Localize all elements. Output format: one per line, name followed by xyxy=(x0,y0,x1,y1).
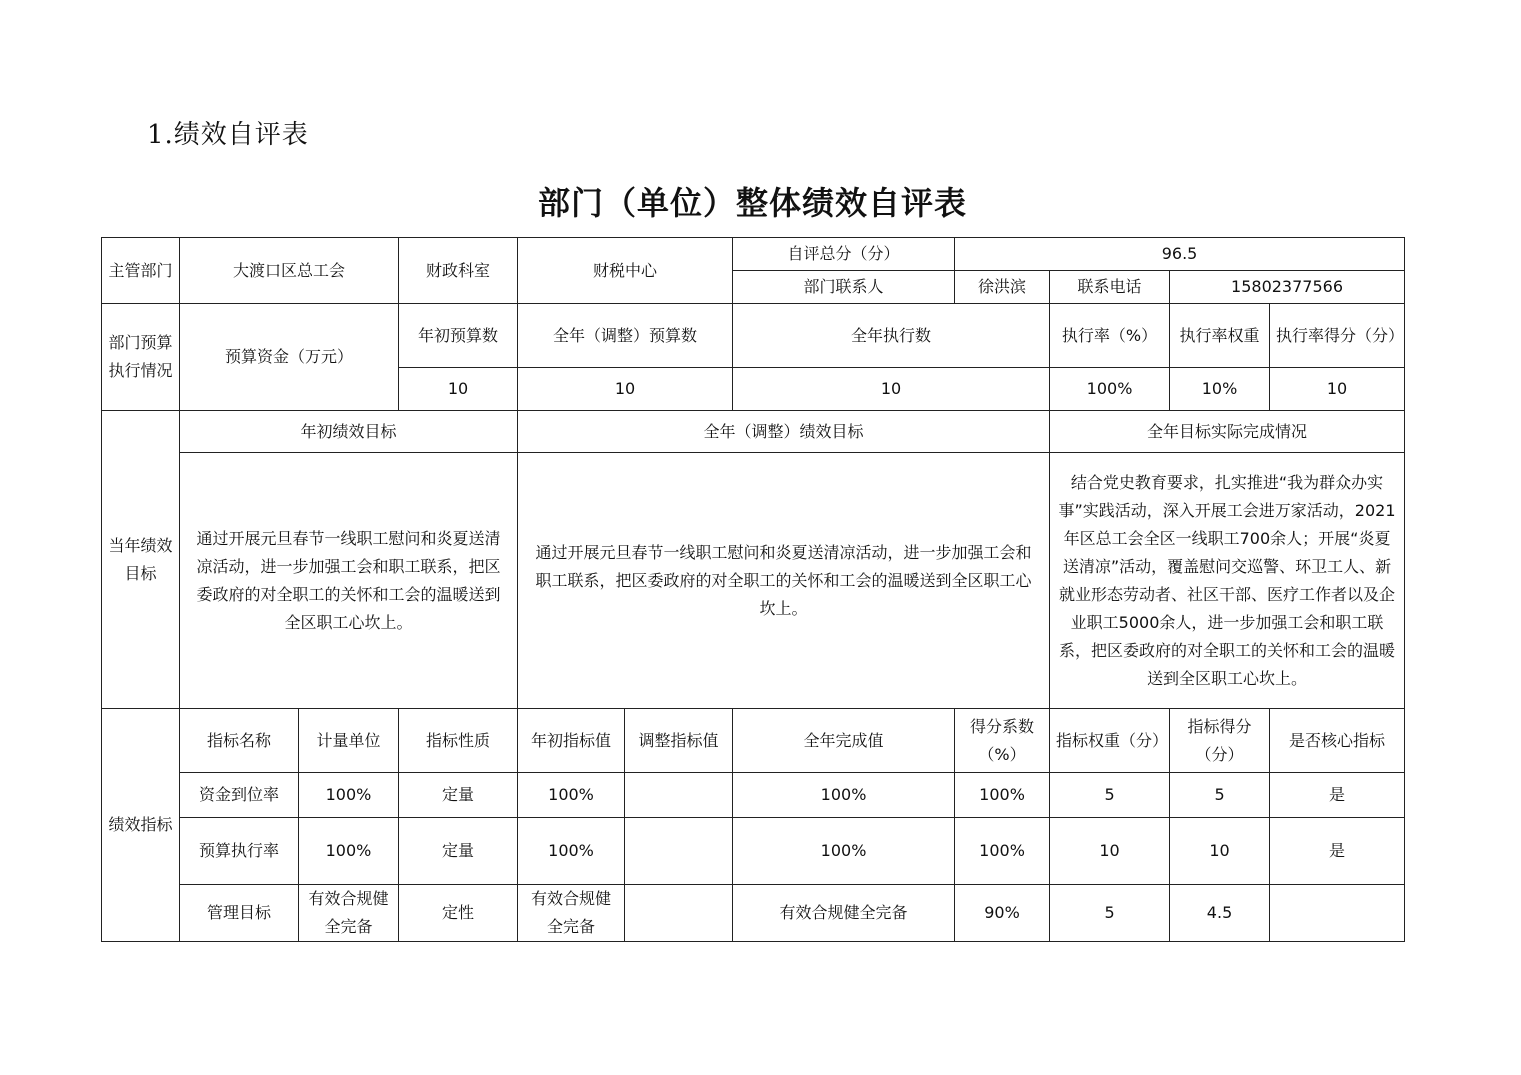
goals-col-adjusted: 全年（调整）绩效目标 xyxy=(518,411,1050,453)
indicator-cell: 100% xyxy=(733,773,955,818)
indicator-header: 得分系数（%） xyxy=(955,709,1050,773)
indicator-cell: 定量 xyxy=(399,773,518,818)
budget-val-rate: 100% xyxy=(1050,368,1170,411)
goals-row-label: 当年绩效目标 xyxy=(102,411,180,709)
document-title: 部门（单位）整体绩效自评表 xyxy=(537,184,967,222)
indicator-cell: 有效合规健全完备 xyxy=(299,885,399,942)
indicator-cell: 100% xyxy=(299,773,399,818)
goals-col-actual: 全年目标实际完成情况 xyxy=(1050,411,1405,453)
indicator-header: 调整指标值 xyxy=(625,709,733,773)
indicator-header: 年初指标值 xyxy=(518,709,625,773)
indicator-header: 计量单位 xyxy=(299,709,399,773)
indicator-cell: 5 xyxy=(1050,885,1170,942)
budget-val-initial: 10 xyxy=(399,368,518,411)
finance-office-label: 财政科室 xyxy=(399,238,518,304)
indicator-cell: 定量 xyxy=(399,818,518,885)
indicator-cell: 100% xyxy=(955,818,1050,885)
indicator-cell: 100% xyxy=(733,818,955,885)
indicator-cell: 有效合规健全完备 xyxy=(518,885,625,942)
indicator-cell: 5 xyxy=(1170,773,1270,818)
indicator-cell: 100% xyxy=(518,818,625,885)
indicator-cell: 4.5 xyxy=(1170,885,1270,942)
phone-label: 联系电话 xyxy=(1050,271,1170,304)
budget-funds-label: 预算资金（万元） xyxy=(180,304,399,411)
budget-col-executed: 全年执行数 xyxy=(733,304,1050,368)
indicator-cell: 100% xyxy=(955,773,1050,818)
contact-name: 徐洪滨 xyxy=(955,271,1050,304)
indicator-row xyxy=(102,885,1405,942)
indicator-cell: 90% xyxy=(955,885,1050,942)
indicator-cell: 10 xyxy=(1170,818,1270,885)
indicator-cell: 100% xyxy=(518,773,625,818)
goals-text-adjusted: 通过开展元旦春节一线职工慰问和炎夏送清凉活动，进一步加强工会和职工联系，把区委政府的对全职工的关怀和工会的温暖送到全区职工心坎上。 xyxy=(518,453,1050,709)
indicator-cell: 100% xyxy=(299,818,399,885)
indicator-cell: 定性 xyxy=(399,885,518,942)
budget-val-executed: 10 xyxy=(733,368,1050,411)
indicator-cell: 5 xyxy=(1050,773,1170,818)
indicator-cell: 预算执行率 xyxy=(180,818,299,885)
indicator-row xyxy=(102,818,1405,885)
indicator-cell: 是 xyxy=(1270,818,1405,885)
dept-name: 大渡口区总工会 xyxy=(180,238,399,304)
indicator-cell: 是 xyxy=(1270,773,1405,818)
section-title: 1.绩效自评表 xyxy=(147,120,309,150)
indicator-cell xyxy=(625,818,733,885)
indicators-row-label: 绩效指标 xyxy=(102,709,180,942)
indicator-header: 全年完成值 xyxy=(733,709,955,773)
indicator-header: 是否核心指标 xyxy=(1270,709,1405,773)
indicator-cell: 管理目标 xyxy=(180,885,299,942)
indicator-header: 指标得分（分） xyxy=(1170,709,1270,773)
budget-col-initial: 年初预算数 xyxy=(399,304,518,368)
score-value: 96.5 xyxy=(955,238,1405,271)
indicator-row xyxy=(102,773,1405,818)
indicator-header: 指标名称 xyxy=(180,709,299,773)
indicator-cell: 有效合规健全完备 xyxy=(733,885,955,942)
contact-label: 部门联系人 xyxy=(733,271,955,304)
indicator-cell xyxy=(625,885,733,942)
budget-row-label: 部门预算执行情况 xyxy=(102,304,180,411)
goals-text-initial: 通过开展元旦春节一线职工慰问和炎夏送清凉活动，进一步加强工会和职工联系，把区委政府的对全职工的关怀和工会的温暖送到全区职工心坎上。 xyxy=(180,453,518,709)
budget-col-rate: 执行率（%） xyxy=(1050,304,1170,368)
score-label: 自评总分（分） xyxy=(733,238,955,271)
budget-val-weight: 10% xyxy=(1170,368,1270,411)
indicator-cell xyxy=(1270,885,1405,942)
self-evaluation-table xyxy=(101,237,1405,942)
indicator-cell: 10 xyxy=(1050,818,1170,885)
budget-val-score: 10 xyxy=(1270,368,1405,411)
budget-col-weight: 执行率权重 xyxy=(1170,304,1270,368)
goals-col-initial: 年初绩效目标 xyxy=(180,411,518,453)
dept-label: 主管部门 xyxy=(102,238,180,304)
budget-val-adjusted: 10 xyxy=(518,368,733,411)
indicator-header: 指标权重（分） xyxy=(1050,709,1170,773)
budget-col-score: 执行率得分（分） xyxy=(1270,304,1405,368)
indicator-header: 指标性质 xyxy=(399,709,518,773)
tax-center-label: 财税中心 xyxy=(518,238,733,304)
goals-text-actual: 结合党史教育要求，扎实推进“我为群众办实事”实践活动，深入开展工会进万家活动，2021年区总工会全区一线职工700余人；开展“炎夏送清凉”活动，覆盖慰问交巡警、环卫工人、新就业形态劳动者、社区干部、医疗工作者以及企业职工5000余人，进一步加强工会和职工联系，把区委政府的对全职工的关怀和工会的温暖送到全区职工心坎上。 xyxy=(1050,453,1405,709)
indicator-cell: 资金到位率 xyxy=(180,773,299,818)
indicator-cell xyxy=(625,773,733,818)
phone-value: 15802377566 xyxy=(1170,271,1405,304)
budget-col-adjusted: 全年（调整）预算数 xyxy=(518,304,733,368)
